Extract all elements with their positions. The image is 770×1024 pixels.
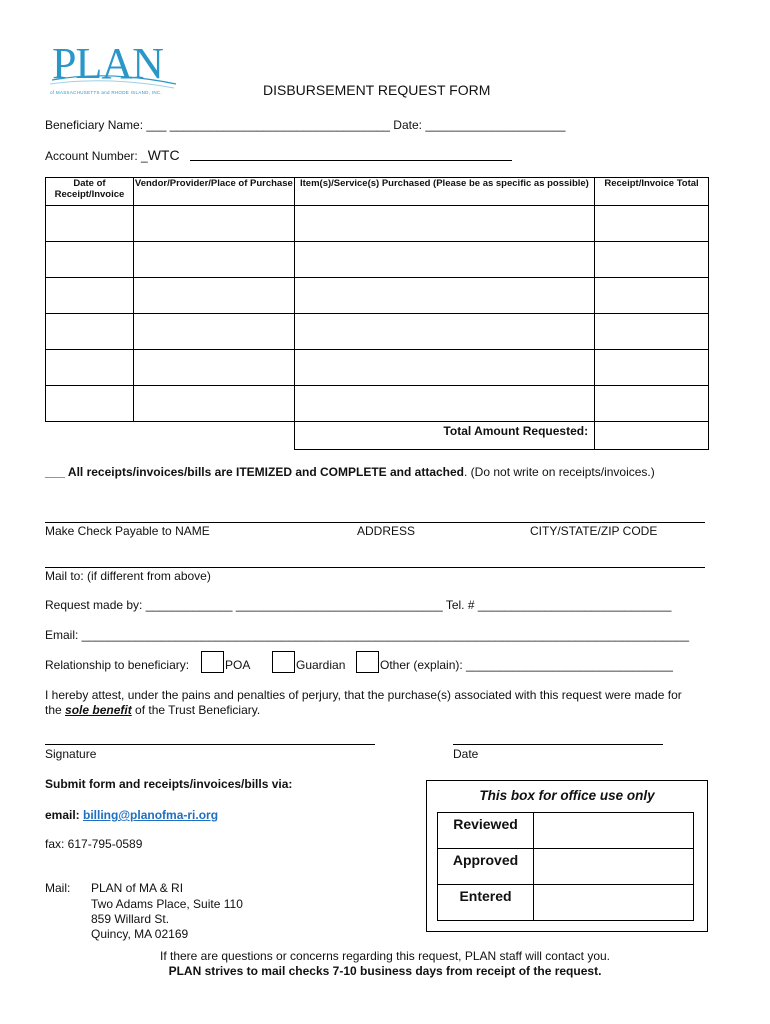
submit-email <box>45 808 218 822</box>
other-label <box>380 658 673 672</box>
cell-total[interactable] <box>595 242 709 278</box>
itemized-blank[interactable]: ___ <box>45 465 68 479</box>
signature-line[interactable] <box>45 744 375 745</box>
cell-date[interactable] <box>46 242 134 278</box>
submit-email-label: email: <box>45 808 84 822</box>
table-row[interactable] <box>46 350 709 386</box>
header-total: Receipt/Invoice Total <box>595 178 709 206</box>
cell-date[interactable] <box>46 314 134 350</box>
relationship-label: Relationship to beneficiary: <box>45 658 190 672</box>
payee-city-label: CITY/STATE/ZIP CODE <box>530 524 658 538</box>
submit-heading: Submit form and receipts/invoices/bills via: <box>45 777 293 791</box>
payee-line[interactable] <box>45 522 705 523</box>
office-row <box>438 849 694 885</box>
submit-fax: fax: 617-795-0589 <box>45 837 143 851</box>
cell-items[interactable] <box>294 386 594 422</box>
table-row[interactable] <box>46 314 709 350</box>
footer-line1: If there are questions or concerns regarding this request, PLAN staff will contact you. <box>159 949 610 963</box>
office-row <box>438 813 694 849</box>
cell-vendor[interactable] <box>133 278 294 314</box>
office-row-field[interactable] <box>534 849 694 885</box>
logo-subtitle: of MASSACHUSETTS and RHODE ISLAND, INC. <box>50 90 162 95</box>
date-label: Date <box>453 747 479 761</box>
cell-total[interactable] <box>595 350 709 386</box>
poa-label: POA <box>225 658 251 672</box>
cell-date[interactable] <box>46 278 134 314</box>
cell-items[interactable] <box>294 242 594 278</box>
mail-to-line[interactable] <box>45 567 705 568</box>
attest-suffix: of the Trust Beneficiary. <box>131 703 261 717</box>
attest-emphasis: sole benefit <box>65 703 132 717</box>
logo-wordmark: PLAN <box>52 39 163 88</box>
signature-label: Signature <box>45 747 97 761</box>
other-explain-field[interactable]: _______________________________ <box>466 658 673 672</box>
cell-items[interactable] <box>294 278 594 314</box>
other-checkbox[interactable] <box>356 651 379 673</box>
itemized-bold-text: All receipts/invoices/bills are ITEMIZED and COMPLETE and attached <box>67 465 465 479</box>
table-header-row <box>46 178 709 206</box>
mail-address-line: PLAN of MA & RI <box>91 881 184 895</box>
office-use-box <box>426 780 708 932</box>
cell-vendor[interactable] <box>133 350 294 386</box>
cell-total[interactable] <box>595 386 709 422</box>
total-label: Total Amount Requested: <box>294 422 594 450</box>
table-row[interactable] <box>46 386 709 422</box>
table-row[interactable] <box>46 242 709 278</box>
cell-date[interactable] <box>46 206 134 242</box>
total-row <box>46 422 709 450</box>
account-label: Account Number: _ <box>45 149 148 163</box>
mail-address-line: Two Adams Place, Suite 110 <box>91 897 243 911</box>
logo <box>48 40 178 96</box>
empty-cell <box>133 422 294 450</box>
mail-to-label: Mail to: (if different from above) <box>45 569 211 583</box>
office-box-title: This box for office use only <box>479 788 655 803</box>
attest-prefix: the <box>45 703 66 717</box>
empty-cell <box>46 422 134 450</box>
cell-vendor[interactable] <box>133 386 294 422</box>
office-row-label: Reviewed <box>438 813 534 849</box>
header-vendor: Vendor/Provider/Place of Purchase <box>133 178 294 206</box>
account-underline <box>190 160 512 161</box>
cell-vendor[interactable] <box>133 314 294 350</box>
purchase-table <box>45 177 709 450</box>
attestation-line2 <box>45 703 260 717</box>
poa-checkbox[interactable] <box>201 651 224 673</box>
attestation-line1: I hereby attest, under the pains and penalties of perjury, that the purchase(s) associated with this request were made for <box>45 688 682 702</box>
table-row[interactable] <box>46 206 709 242</box>
cell-total[interactable] <box>595 314 709 350</box>
header-date: Date of Receipt/Invoice <box>46 178 134 206</box>
office-row-label: Entered <box>438 885 534 921</box>
table-row[interactable] <box>46 278 709 314</box>
payee-name-label: Make Check Payable to NAME <box>45 524 210 538</box>
other-label-text: Other (explain): <box>380 658 467 672</box>
payee-address-label: ADDRESS <box>357 524 416 538</box>
account-line[interactable] <box>45 147 180 163</box>
cell-items[interactable] <box>294 350 594 386</box>
header-items: Item(s)/Service(s) Purchased (Please be as specific as possible) <box>294 178 594 206</box>
footer-line2: PLAN strives to mail checks 7-10 business days from receipt of the request. <box>168 964 602 978</box>
office-row <box>438 885 694 921</box>
email-line[interactable]: Email: ___________________________________________________________________________________________ <box>45 628 689 642</box>
request-made-by[interactable]: Request made by: _____________ _______________________________ Tel. # _____________________________ <box>45 598 672 612</box>
cell-total[interactable] <box>595 278 709 314</box>
cell-date[interactable] <box>46 350 134 386</box>
itemized-note: . (Do not write on receipts/invoices.) <box>464 465 655 479</box>
cell-date[interactable] <box>46 386 134 422</box>
mail-address-line: Quincy, MA 02169 <box>91 927 189 941</box>
total-amount-cell[interactable] <box>595 422 709 450</box>
office-row-field[interactable] <box>534 813 694 849</box>
beneficiary-line[interactable]: Beneficiary Name: ___ _________________________________ Date: _____________________ <box>45 118 566 132</box>
submit-mail-label: Mail: <box>45 881 71 895</box>
itemized-statement <box>45 465 655 479</box>
guardian-checkbox[interactable] <box>272 651 295 673</box>
office-row-label: Approved <box>438 849 534 885</box>
office-row-field[interactable] <box>534 885 694 921</box>
submit-email-link[interactable]: billing@planofma-ri.org <box>83 808 219 822</box>
date-line[interactable] <box>453 744 663 745</box>
mail-address-line: 859 Willard St. <box>91 912 170 926</box>
form-title: DISBURSEMENT REQUEST FORM <box>263 82 491 98</box>
cell-vendor[interactable] <box>133 206 294 242</box>
cell-items[interactable] <box>294 206 594 242</box>
cell-items[interactable] <box>294 314 594 350</box>
office-use-table <box>437 812 694 921</box>
cell-total[interactable] <box>595 206 709 242</box>
guardian-label: Guardian <box>296 658 346 672</box>
account-value: WTC <box>147 147 180 163</box>
cell-vendor[interactable] <box>133 242 294 278</box>
